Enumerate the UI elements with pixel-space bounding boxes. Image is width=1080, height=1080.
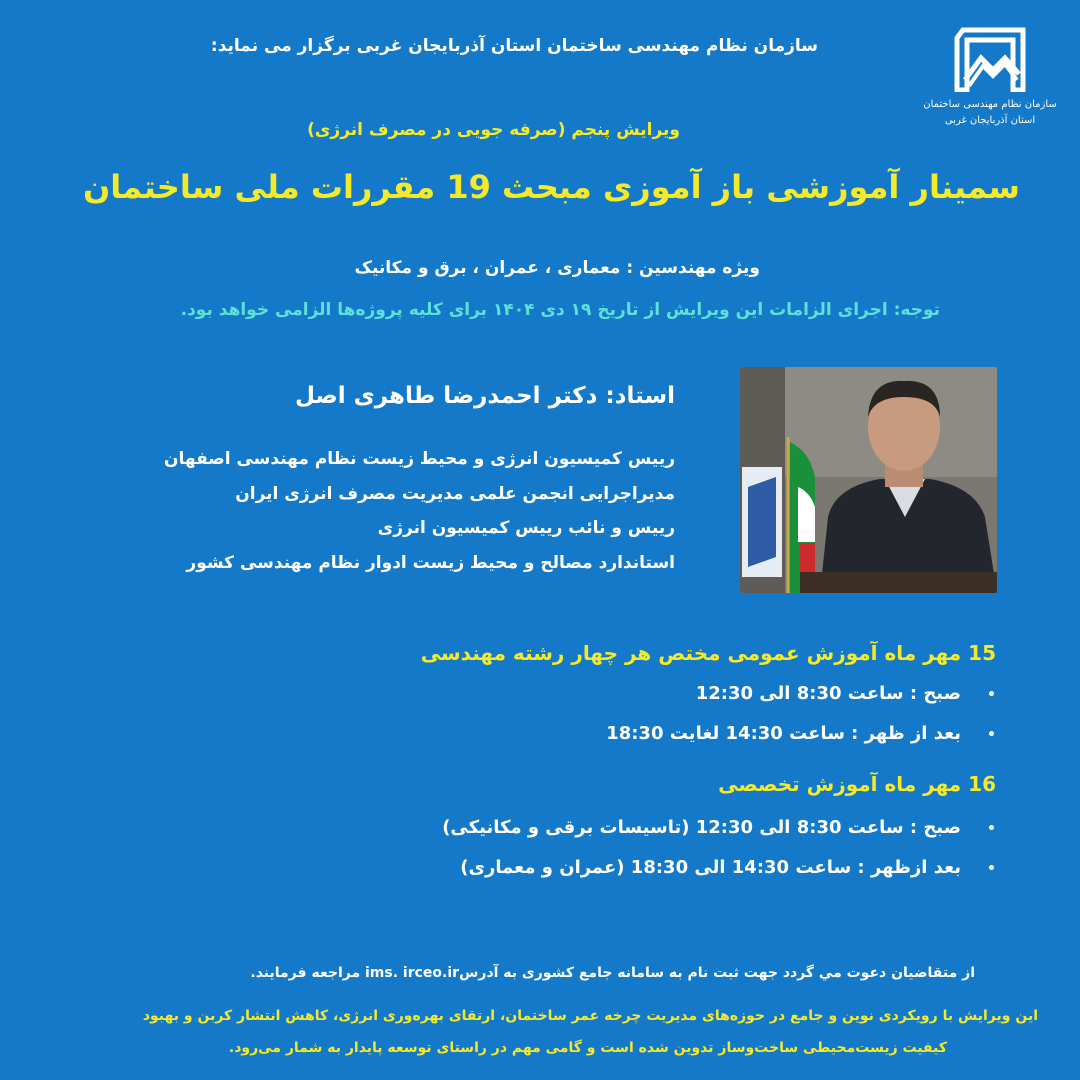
logo-text-line1: سازمان نظام مهندسی ساختمان bbox=[923, 99, 1057, 110]
session-text: صبح : ساعت 8:30 الی 12:30 (تاسیسات برقی و مکانیکی) bbox=[442, 817, 962, 838]
organization-logo bbox=[915, 20, 1065, 135]
instructor-name: استاد: دکتر احمدرضا طاهری اصل bbox=[295, 383, 675, 409]
audience-line: ویژه مهندسین : معماری ، عمران ، برق و مکانیک bbox=[354, 258, 760, 278]
logo-mark-icon bbox=[953, 20, 1028, 92]
notice-line: توجه: اجرای الزامات این ویرایش از تاریخ ۱۹ دی ۱۴۰۴ برای کلیه پروژه‌ها الزامی خواهد بود. bbox=[180, 300, 940, 320]
edition-label: ویرایش پنجم (صرفه جویی در مصرف انرژی) bbox=[307, 120, 680, 140]
instructor-credential: استاندارد مصالح و محیط زیست ادوار نظام مهندسی کشور bbox=[186, 553, 675, 573]
day2-session-afternoon bbox=[460, 857, 996, 878]
day1-session-morning bbox=[696, 683, 996, 704]
day2-session-morning bbox=[442, 817, 996, 838]
day1-session-afternoon bbox=[606, 723, 996, 744]
session-text: بعد ازظهر : ساعت 14:30 الی 18:30 (عمران و معماری) bbox=[460, 857, 962, 878]
session-text: بعد از ظهر : ساعت 14:30 لغایت 18:30 bbox=[606, 723, 962, 744]
session-text: صبح : ساعت 8:30 الی 12:30 bbox=[695, 683, 962, 704]
seminar-title: سمینار آموزشی باز آموزی مبحث 19 مقررات ملی ساختمان bbox=[82, 168, 1020, 206]
summary-line-2: کیفیت زیست‌محیطی ساخت‌وساز تدوین شده است و گامی مهم در راستای توسعه پایدار به شمار می‌رود. bbox=[228, 1040, 947, 1056]
logo-text-line2: استان آذربایجان غربی bbox=[944, 115, 1036, 126]
instructor-photo bbox=[740, 367, 997, 593]
bullet-icon: • bbox=[987, 687, 996, 703]
organizer-line: سازمان نظام مهندسی ساختمان استان آذربایجان غربی برگزار می نماید: bbox=[210, 36, 818, 56]
bullet-icon: • bbox=[987, 861, 996, 877]
instructor-credential: رییس کمیسیون انرژی و محیط زیست نظام مهندسی اصفهان bbox=[163, 449, 675, 469]
registration-line: از متقاضیان دعوت مي گردد جهت ثبت نام به سامانه جامع کشوری به آدرسims. irceo.ir مراجعه فرمایند. bbox=[250, 965, 975, 981]
day2-heading: 16 مهر ماه آموزش تخصصی bbox=[718, 772, 996, 796]
summary-line-1: این ویرایش با رویکردی نوین و جامع در حوزه‌های مدیریت چرخه عمر ساختمان، ارتقای بهره‌وری انرژی، کاهش انتشار کربن و بهبود bbox=[142, 1008, 1038, 1024]
bullet-icon: • bbox=[987, 821, 996, 837]
instructor-credential: مدیراجرایی انجمن علمی مدیریت مصرف انرژی ایران bbox=[235, 484, 675, 504]
instructor-credential: رییس و نائب رییس کمیسیون انرژی bbox=[377, 518, 675, 538]
instructor-photo-illustration bbox=[740, 367, 997, 593]
day1-heading: 15 مهر ماه آموزش عمومی مختص هر چهار رشته مهندسی bbox=[420, 641, 996, 665]
bullet-icon: • bbox=[987, 727, 996, 743]
